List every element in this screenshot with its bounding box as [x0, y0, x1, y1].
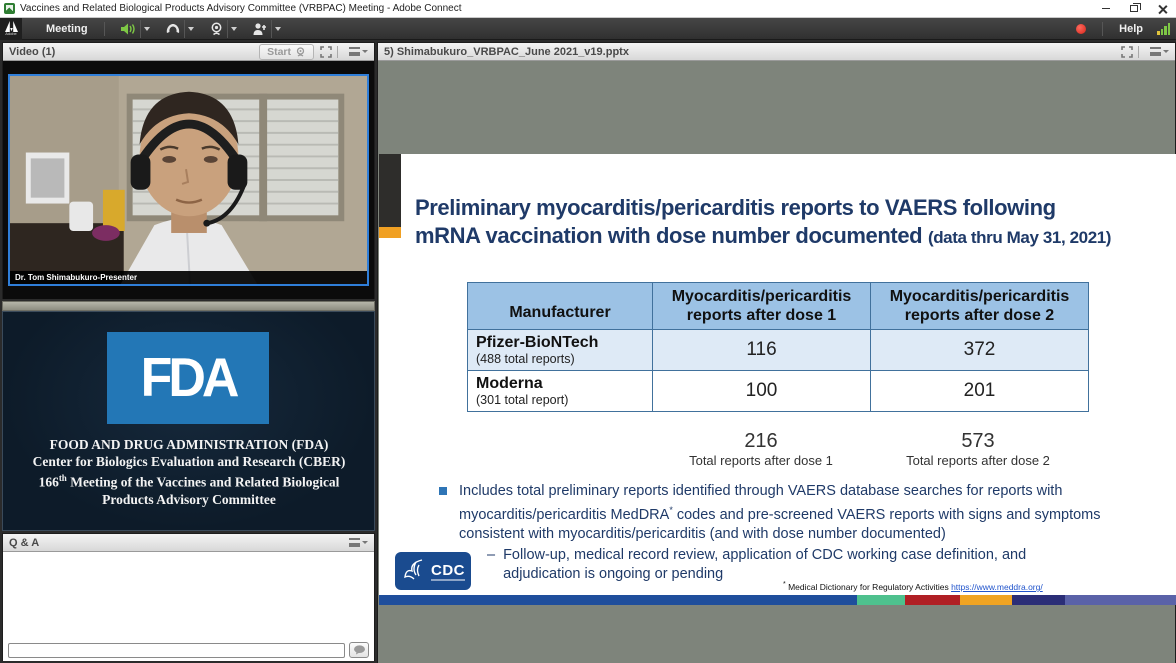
minimize-icon — [1102, 8, 1110, 9]
manufacturer-name: Pfizer-BioNTech — [476, 334, 599, 351]
dose1-value: 100 — [653, 371, 871, 412]
fullscreen-icon — [320, 46, 332, 58]
webcam-icon — [209, 22, 224, 36]
dose2-value: 372 — [871, 330, 1089, 371]
qa-pod-header — [3, 534, 374, 552]
adobe-word: Adobe — [5, 31, 17, 36]
dose2-value: 201 — [871, 371, 1089, 412]
footer-bar-segment — [857, 595, 905, 605]
fda-line-3: 166th Meeting of the Vaccines and Related Biological — [38, 473, 340, 490]
chevron-down-icon — [188, 27, 194, 31]
fda-meeting-text — [9, 436, 369, 508]
raise-hand-button[interactable] — [249, 20, 271, 38]
speech-bubble-icon — [353, 645, 366, 655]
share-pod-menu-button[interactable] — [1150, 47, 1169, 56]
header-dose1: Myocarditis/pericarditis reports after dose 1 — [653, 283, 871, 330]
slide-left-bar — [379, 154, 401, 227]
shared-document-area — [378, 61, 1175, 663]
speaker-dropdown[interactable] — [140, 20, 154, 38]
total-dose2: 573 Total reports after dose 2 — [906, 430, 1050, 468]
window-title: Vaccines and Related Biological Products Advisory Committee (VRBPAC) Meeting - Adobe Connect — [20, 3, 462, 14]
manufacturer-subtitle: (488 total reports) — [476, 352, 575, 366]
qa-send-button[interactable] — [349, 642, 369, 658]
reports-table — [467, 282, 1089, 412]
manufacturer-name: Moderna — [476, 375, 543, 392]
chevron-down-icon — [362, 50, 368, 53]
raise-hand-dropdown[interactable] — [271, 20, 285, 38]
cdc-logo-text: CDC — [431, 561, 465, 579]
webcam-dropdown[interactable] — [227, 20, 241, 38]
video-pod — [2, 42, 375, 299]
dose1-value: 116 — [653, 330, 871, 371]
qa-input[interactable] — [8, 643, 345, 658]
video-pod-header — [3, 43, 374, 61]
window-controls — [1092, 0, 1176, 18]
fda-line-2: Center for Biologics Evaluation and Research (CBER) — [32, 454, 346, 469]
slide-sub-bullet: – Follow-up, medical record review, application of CDC working case definition, and adjudication is ongoing or pending — [487, 547, 1027, 582]
share-fullscreen-button[interactable] — [1121, 46, 1133, 58]
manufacturer-subtitle: (301 total report) — [476, 393, 569, 407]
speaker-button[interactable] — [117, 20, 140, 38]
adobe-connect-app-icon — [4, 3, 15, 14]
webcam-scene — [10, 76, 367, 284]
total-dose1: 216 Total reports after dose 1 — [689, 430, 833, 468]
meddra-link[interactable]: https://www.meddra.org/ — [951, 581, 1043, 592]
footer-bar-segment — [1065, 595, 1176, 605]
fullscreen-icon — [1121, 46, 1133, 58]
pod-menu-icon — [349, 538, 360, 547]
footer-bar-segment — [1012, 595, 1065, 605]
pod-menu-icon — [1150, 47, 1161, 56]
table-header-row — [468, 283, 1089, 330]
slide-bullet: Includes total preliminary reports identified through VAERS database searches for reports with myocarditis/pericarditis MedDRA* codes and pre-screened VAERS reports with signs and symptoms consistent with myocarditis/pericarditis (and with dose number documented) — [459, 482, 1121, 544]
share-pod — [377, 42, 1176, 663]
footer-bar-segment — [960, 595, 1012, 605]
header-manufacturer: Manufacturer — [468, 283, 653, 330]
qa-pod-title: Q & A — [9, 536, 40, 549]
video-pod-body — [3, 61, 374, 299]
fda-line-4: Products Advisory Committee — [102, 491, 276, 507]
qa-message-area — [3, 552, 374, 661]
close-icon — [1158, 4, 1167, 13]
minimize-button[interactable] — [1092, 0, 1120, 18]
slide-title: Preliminary myocarditis/pericarditis reports to VAERS following mRNA vaccination with dose number documented (data thru May 31, 2021) — [415, 195, 1112, 248]
presenter-name-overlay — [10, 271, 367, 284]
close-button[interactable] — [1148, 0, 1176, 18]
qa-pod — [2, 533, 375, 661]
chevron-down-icon — [362, 541, 368, 544]
presenter-name: Dr. Tom Shimabukuro-Presenter — [15, 273, 138, 282]
chevron-down-icon — [275, 27, 281, 31]
phone-dropdown[interactable] — [184, 20, 198, 38]
pod-menu-icon — [349, 47, 360, 56]
adobe-logo[interactable] — [0, 18, 22, 40]
qa-pod-menu-button[interactable] — [349, 538, 368, 547]
start-webcam-label: Start — [267, 45, 291, 58]
menubar-divider — [104, 22, 105, 36]
footer-bar-segment — [379, 595, 857, 605]
restore-button[interactable] — [1120, 0, 1148, 18]
webcam-video-feed — [8, 74, 369, 286]
speaker-icon — [120, 22, 137, 36]
menubar-divider — [1102, 22, 1103, 36]
hhs-eagle-icon — [402, 557, 428, 585]
webcam-small-icon — [295, 47, 306, 57]
video-pod-title: Video — [9, 45, 39, 58]
window-titlebar — [0, 0, 1176, 18]
bullet-square-icon — [439, 487, 447, 495]
table-row — [468, 371, 1089, 412]
slide-footer-bar — [379, 595, 1176, 605]
phone-button[interactable] — [162, 20, 184, 38]
connection-status-icon[interactable] — [1157, 23, 1170, 35]
raise-hand-icon — [252, 22, 268, 36]
slide-left-bar-accent — [379, 227, 401, 238]
chevron-down-icon — [231, 27, 237, 31]
footer-bar-segment — [905, 595, 960, 605]
share-pod-header — [378, 43, 1175, 61]
restore-icon — [1130, 5, 1138, 12]
table-row — [468, 330, 1089, 371]
meeting-menu[interactable]: Meeting — [46, 22, 88, 35]
recording-indicator — [1076, 24, 1086, 34]
chevron-down-icon — [1163, 50, 1169, 53]
slide-footnote: * Medical Dictionary for Regulatory Activities https://www.meddra.org/ — [783, 581, 1043, 592]
video-pod-count: (1) — [41, 45, 56, 58]
fda-logo — [107, 332, 269, 424]
help-menu[interactable]: Help — [1119, 22, 1143, 35]
header-dose2: Myocarditis/pericarditis reports after dose 2 — [871, 283, 1089, 330]
powerpoint-slide — [379, 154, 1176, 605]
fda-share-pod — [2, 311, 375, 531]
video-pod-menu-button[interactable] — [349, 47, 368, 56]
fda-logo-text: FDA — [140, 347, 236, 409]
collapsed-pod-strip[interactable] — [2, 301, 375, 311]
webcam-button[interactable] — [206, 20, 227, 38]
fda-line-1: FOOD AND DRUG ADMINISTRATION (FDA) — [49, 437, 329, 452]
slide-title-date: (data thru May 31, 2021) — [927, 228, 1112, 247]
chevron-down-icon — [144, 27, 150, 31]
video-fullscreen-button[interactable] — [320, 46, 332, 58]
menu-bar — [0, 18, 1176, 40]
start-webcam-button[interactable] — [259, 44, 314, 60]
cdc-logo — [395, 552, 471, 590]
phone-icon — [165, 22, 181, 36]
share-pod-title: 5) Shimabukuro_VRBPAC_June 2021_v19.pptx — [384, 45, 629, 58]
